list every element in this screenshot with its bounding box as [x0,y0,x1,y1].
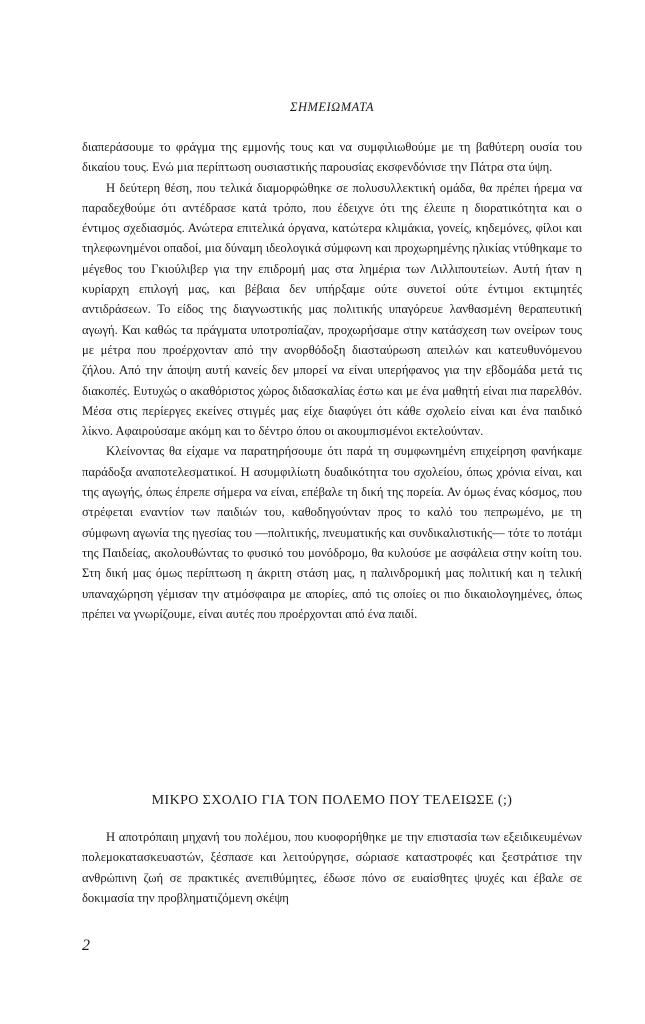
paragraph-second-position: Η δεύτερη θέση, που τελικά διαμορφώθηκε σε πολυσυλλεκτική ομάδα, θα πρέπει ήρεμα να παραδεχθούμε ότι αντέδρασε κατά τρόπο, που έδειχνε ότι της έλειπε η διορατικότητα και ο έντιμος σχεδιασμός. Ανώτερα επιτελικά όργανα, κατώτερα κλιμάκια, γονείς, κηδεμόνες, φίλοι και τηλεφωνημένοι οπαδοί, μια δύναμη ιδεολογικά σύμφωνη και προχωρημένης ηλικίας ντύθηκαμε το μέγεθος του Γκιούλιβερ για την επιδρομή μας στα λημέρια των Λιλλιπουτείων. Αυτή ήταν η κυρίαρχη επιλογή μας, και βέβαια δεν υπήρξαμε ούτε συνετοί ούτε έντιμοι εκτιμητές αντιδράσεων. Το είδος της διαγνωστικής μας πολιτικής υπαγόρευε λανθασμένη θεραπευτική αγωγή. Και καθώς τα πράγματα υποτροπίαζαν, προχωρήσαμε στην κατάσχεση των ονείρων τους με μέτρα που προέρχονταν από την ανορθόδοξη διασταύρωση απειλών και κατευθυνόμενου ζήλου. Από την άποψη αυτή κανείς δεν μπορεί να είναι υπερήφανος για την εβδομάδα μετά τις διακοπές. Ευτυχώς ο ακαθόριστος χώρος διδασκαλίας έστω και με ένα μαθητή είναι πια παρελθόν. Μέσα στις περίεργες εκείνες στιγμές μας είχε διαφύγει ότι κάθε σχολείο είναι και ένα παιδικό λίκνο. Αφαιρούσαμε ακόμη και το δέντρο όπου οι ακουμπισμένοι εκτελούνταν. [82,180,582,439]
body-text [82,137,582,624]
paragraph-closing: Κλείνοντας θα είχαμε να παρατηρήσουμε ότι παρά τη συμφωνημένη επιχείρηση φανήκαμε παράδοξα αναποτελεσματικοί. Η ασυμφιλίωτη δυαδικότητα του σχολείου, όπως χρόνια είναι, και της αγωγής, όπως έπρεπε σήμερα να είναι, επέβαλε τη δική της πορεία. Αν όμως ένας κόσμος, που στρέφεται εναντίον των παιδιών του, καθοδηγούνταν προς το καλό του πεπρωμένο, με τη σύμφωνη αγωνία της ηγεσίας του —πολιτικής, πνευματικής και συνδικαλιστικής— τότε το ποτάμι της Παιδείας, ακολουθώντας το φυσικό του μονόδρομο, θα κυλούσε με ασφάλεια στην κοίτη του. Στη δική μας όμως περίπτωση η άκριτη στάση μας, η παλινδρομική μας πολιτική και η τελική υπαναχώρηση γέμισαν την ατμόσφαιρα με απορίες, από τις οποίες οι πιο δικαιολογημένες, όπως πρέπει να γνωρίζουμε, είναι αυτές που προέρχονται από ένα παιδί. [82,444,582,621]
page-number: 2 [82,937,90,954]
section-text [82,827,582,908]
section-paragraph: Η αποτρόπαιη μηχανή του πολέμου, που κυοφορήθηκε με την επιστασία των εξειδικευμένων πολεμοκατασκευαστών, ξέσπασε και λειτούργησε, σώριασε καταστροφές και ξεστράτισε την ανθρώπινη ζωή σε πρακτικές ανεπιθύμητες, έδωσε πόνο σε ευαίσθητες ψυχές και έβαλε σε δοκιμασία την προβληματιζόμενη σκέψη [82,830,582,905]
document-page [82,0,582,1024]
running-head: ΣΗΜΕΙΩΜΑΤΑ [290,100,374,114]
paragraph-continuation: διαπεράσουμε το φράγμα της εμμονής τους και να συμφιλιωθούμε με τη βαθύτερη ουσία του δικαίου τους. Ενώ μια περίπτωση ουσιαστικής παρουσίας εκσφενδόνισε την Πάτρα στα ύψη. [82,140,582,175]
section-title: ΜΙΚΡΟ ΣΧΟΛΙΟ ΓΙΑ ΤΟΝ ΠΟΛΕΜΟ ΠΟΥ ΤΕΛΕΙΩΣΕ (;) [151,793,513,808]
